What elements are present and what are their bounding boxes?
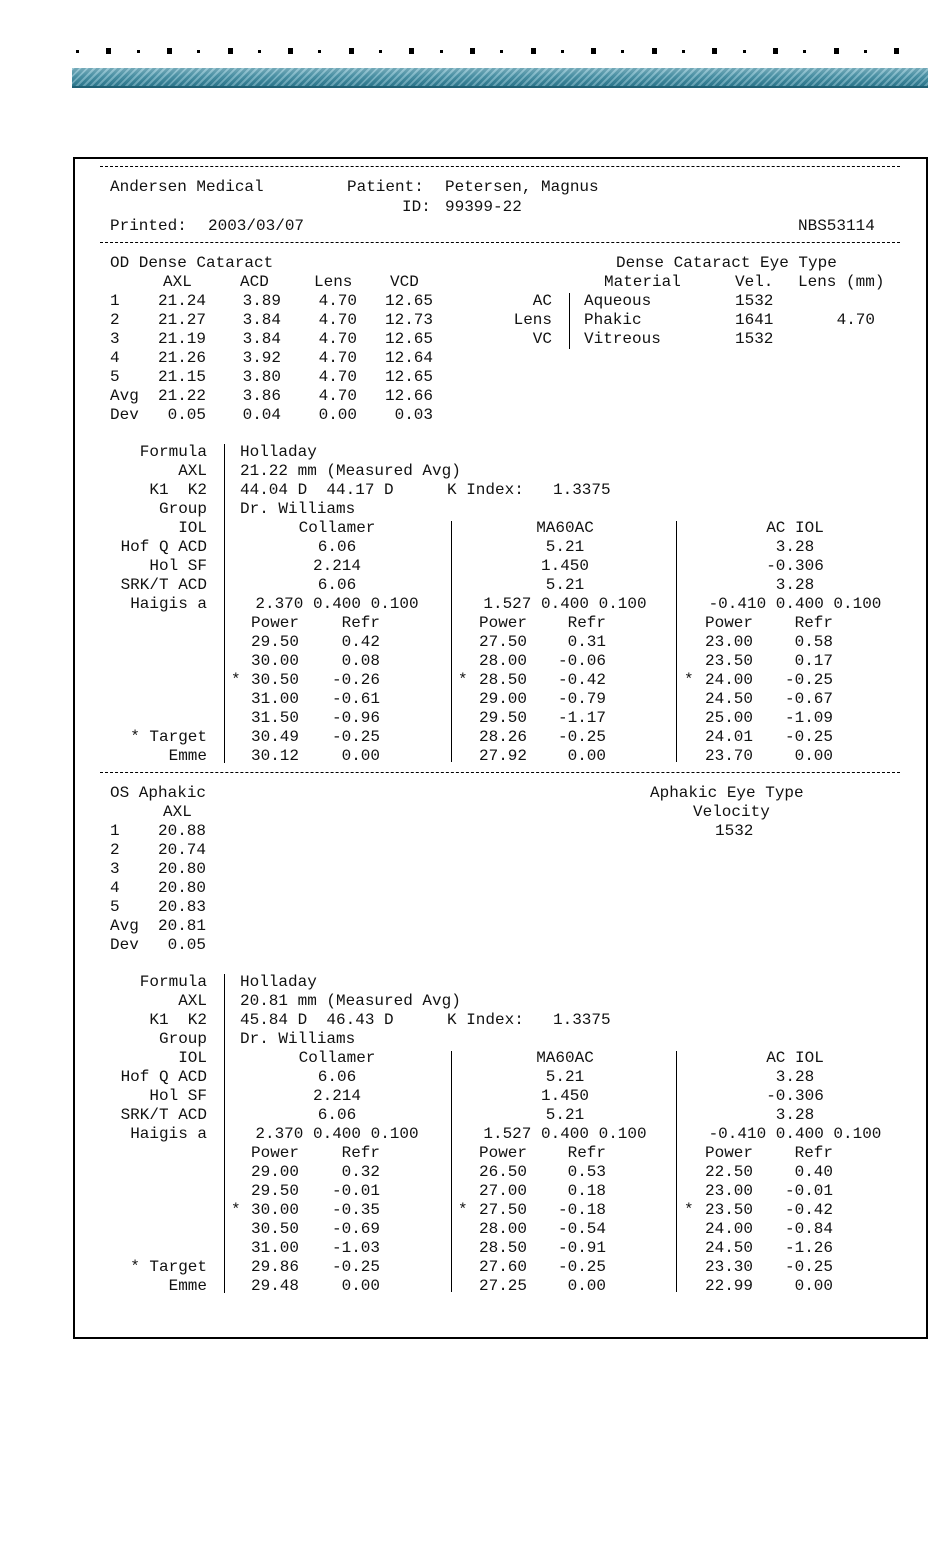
- rule-dot: [894, 48, 899, 54]
- rule-dot: [652, 48, 657, 54]
- iol-power: 28.00: [479, 652, 528, 670]
- od-col-lens: Lens: [314, 273, 353, 291]
- axl-value: 20.81 mm (Measured Avg): [240, 992, 461, 1010]
- refraction-value: -0.35: [331, 1201, 380, 1219]
- measure-value: 12.65: [384, 292, 433, 310]
- device-code: NBS53114: [798, 217, 875, 235]
- emme-refraction: 0.00: [567, 747, 606, 765]
- dotted-rule: [76, 46, 926, 56]
- srkt-acd-value: 5.21: [545, 576, 585, 594]
- row-label: Avg: [110, 387, 139, 405]
- calc-label: Hol SF: [149, 1087, 207, 1105]
- os-col-axl: AXL: [163, 803, 192, 821]
- refraction-value: -0.69: [331, 1220, 380, 1238]
- measure-value: 12.66: [384, 387, 433, 405]
- od-eye-vel-header: Vel.: [735, 273, 774, 291]
- hof-q-acd-value: 3.28: [775, 1068, 815, 1086]
- refr-header: Refr: [567, 1144, 606, 1162]
- iol-power: 31.00: [251, 1239, 300, 1257]
- refraction-value: -0.84: [784, 1220, 833, 1238]
- eye-segment-velocity: 1532: [735, 292, 774, 310]
- lens-divider: [676, 521, 677, 762]
- measure-value: 0.05: [167, 406, 206, 424]
- refraction-value: -0.54: [557, 1220, 606, 1238]
- measure-value: 21.22: [157, 387, 206, 405]
- iol-name: AC IOL: [766, 1049, 824, 1067]
- eye-segment-material: Phakic: [584, 311, 642, 329]
- target-label: * Target: [130, 728, 207, 746]
- emme-refraction: 0.00: [341, 747, 380, 765]
- calc-label: AXL: [178, 992, 207, 1010]
- refraction-value: -0.18: [557, 1201, 606, 1219]
- separator: [100, 242, 900, 243]
- measure-value: 21.26: [157, 349, 206, 367]
- measure-value: 3.80: [242, 368, 281, 386]
- iol-power: 24.50: [705, 690, 754, 708]
- row-label: Avg: [110, 917, 139, 935]
- measure-value: 4.70: [318, 387, 357, 405]
- refraction-value: -0.96: [331, 709, 380, 727]
- measure-value: 20.80: [157, 860, 206, 878]
- refraction-value: -0.42: [557, 671, 606, 689]
- refraction-value: -0.91: [557, 1239, 606, 1257]
- refr-header: Refr: [794, 1144, 833, 1162]
- haigis-value: 1.527 0.400 0.100: [483, 1125, 647, 1143]
- target-refraction: -0.25: [331, 728, 380, 746]
- refraction-value: -1.03: [331, 1239, 380, 1257]
- emme-refraction: 0.00: [794, 747, 833, 765]
- rule-dot: [591, 48, 596, 54]
- iol-power: 26.50: [479, 1163, 528, 1181]
- k-index-value: 1.3375: [553, 1011, 611, 1029]
- row-label: 3: [110, 330, 120, 348]
- measure-value: 12.65: [384, 330, 433, 348]
- eye-segment-label: VC: [532, 330, 552, 348]
- emme-refraction: 0.00: [794, 1277, 833, 1295]
- row-label: 4: [110, 879, 120, 897]
- lens-divider: [451, 1051, 452, 1292]
- id-label: ID:: [402, 198, 431, 216]
- eye-segment-material: Vitreous: [584, 330, 661, 348]
- practice-name: Andersen Medical: [110, 178, 264, 196]
- measure-value: 4.70: [318, 330, 357, 348]
- refraction-value: -0.42: [784, 1201, 833, 1219]
- target-power: 24.01: [705, 728, 754, 746]
- eye-segment-label: AC: [532, 292, 552, 310]
- iol-name: Collamer: [298, 519, 376, 537]
- iol-power: 24.00: [705, 1220, 754, 1238]
- emme-power: 27.92: [479, 747, 528, 765]
- target-power: 23.30: [705, 1258, 754, 1276]
- rule-dot: [76, 50, 79, 53]
- hol-sf-value: 1.450: [540, 1087, 589, 1105]
- measure-value: 4.70: [318, 349, 357, 367]
- calc-label: Group: [158, 500, 207, 518]
- measure-value: 21.15: [157, 368, 206, 386]
- iol-power: 28.50: [479, 1239, 528, 1257]
- iol-power: 29.00: [251, 1163, 300, 1181]
- os-section-title: OS Aphakic: [110, 784, 207, 802]
- eye-segment-lens: 4.70: [836, 311, 875, 329]
- od-col-axl: AXL: [163, 273, 192, 291]
- measure-value: 0.03: [394, 406, 433, 424]
- emme-power: 29.48: [251, 1277, 300, 1295]
- row-label: Dev: [110, 406, 139, 424]
- hol-sf-value: -0.306: [766, 1087, 824, 1105]
- eye-segment-material: Aqueous: [584, 292, 652, 310]
- row-label: 2: [110, 841, 120, 859]
- emme-refraction: 0.00: [567, 1277, 606, 1295]
- rule-dot: [531, 48, 536, 54]
- refr-header: Refr: [341, 1144, 380, 1162]
- hol-sf-value: 2.214: [312, 1087, 361, 1105]
- rule-dot: [682, 50, 685, 53]
- patient-name: Petersen, Magnus: [445, 178, 599, 196]
- refraction-value: -0.06: [557, 652, 606, 670]
- iol-power: 29.50: [479, 709, 528, 727]
- target-refraction: -0.25: [784, 1258, 833, 1276]
- measure-value: 0.05: [167, 936, 206, 954]
- selected-marker: *: [684, 671, 694, 689]
- iol-power: 29.50: [251, 633, 300, 651]
- k1-k2-value: 44.04 D 44.17 D: [240, 481, 394, 499]
- iol-power: 28.00: [479, 1220, 528, 1238]
- power-header: Power: [705, 614, 754, 632]
- od-eye-type-title: Dense Cataract Eye Type: [616, 254, 837, 272]
- target-refraction: -0.25: [557, 1258, 606, 1276]
- od-section-title: OD Dense Cataract: [110, 254, 274, 272]
- refraction-value: 0.17: [794, 652, 833, 670]
- row-label: 4: [110, 349, 120, 367]
- rule-dot: [228, 48, 233, 54]
- iol-power: 25.00: [705, 709, 754, 727]
- iol-power: 23.00: [705, 1182, 754, 1200]
- selected-marker: *: [458, 671, 468, 689]
- calc-label: Group: [158, 1030, 207, 1048]
- refraction-value: -0.67: [784, 690, 833, 708]
- rule-dot: [258, 50, 261, 53]
- iol-power: 28.50: [479, 671, 528, 689]
- refraction-value: 0.40: [794, 1163, 833, 1181]
- hol-sf-value: 2.214: [312, 557, 361, 575]
- calc-label: AXL: [178, 462, 207, 480]
- measure-value: 20.88: [157, 822, 206, 840]
- iol-power: 29.50: [251, 1182, 300, 1200]
- rule-dot: [500, 50, 503, 53]
- target-refraction: -0.25: [784, 728, 833, 746]
- measure-value: 21.19: [157, 330, 206, 348]
- rule-dot: [803, 50, 806, 53]
- hof-q-acd-value: 5.21: [545, 538, 585, 556]
- printed-label: Printed:: [110, 217, 187, 235]
- emme-power: 30.12: [251, 747, 300, 765]
- hol-sf-value: 1.450: [540, 557, 589, 575]
- hof-q-acd-value: 5.21: [545, 1068, 585, 1086]
- header-band: [72, 68, 928, 88]
- target-refraction: -0.25: [557, 728, 606, 746]
- selected-marker: *: [231, 671, 241, 689]
- os-velocity-label: Velocity: [693, 803, 770, 821]
- hol-sf-value: -0.306: [766, 557, 824, 575]
- hof-q-acd-value: 6.06: [317, 538, 357, 556]
- selected-marker: *: [458, 1201, 468, 1219]
- rule-dot: [167, 48, 172, 54]
- rule-dot: [409, 48, 414, 54]
- patient-id: 99399-22: [445, 198, 522, 216]
- refraction-value: 0.08: [341, 652, 380, 670]
- target-refraction: -0.25: [331, 1258, 380, 1276]
- iol-power: 30.50: [251, 671, 300, 689]
- iol-power: 22.50: [705, 1163, 754, 1181]
- hof-q-acd-value: 3.28: [775, 538, 815, 556]
- eye-type-divider: [569, 293, 570, 349]
- od-col-acd: ACD: [240, 273, 269, 291]
- power-header: Power: [251, 1144, 300, 1162]
- calc-label: IOL: [178, 519, 207, 537]
- power-header: Power: [479, 1144, 528, 1162]
- rule-dot: [197, 50, 200, 53]
- emme-label: Emme: [168, 1277, 207, 1295]
- calc-label: Haigis a: [130, 595, 207, 613]
- k-index-label: K Index:: [447, 1011, 524, 1029]
- iol-power: 27.50: [479, 633, 528, 651]
- iol-power: 23.50: [705, 652, 754, 670]
- iol-power: 27.00: [479, 1182, 528, 1200]
- rule-dot: [288, 48, 293, 54]
- rule-dot: [440, 50, 443, 53]
- iol-power: 23.50: [705, 1201, 754, 1219]
- haigis-value: 2.370 0.400 0.100: [255, 1125, 419, 1143]
- k1-k2-value: 45.84 D 46.43 D: [240, 1011, 394, 1029]
- measure-value: 12.65: [384, 368, 433, 386]
- iol-name: MA60AC: [536, 519, 594, 537]
- separator: [100, 772, 900, 773]
- rule-dot: [621, 50, 624, 53]
- od-col-vcd: VCD: [390, 273, 419, 291]
- iol-name: AC IOL: [766, 519, 824, 537]
- refraction-value: 0.58: [794, 633, 833, 651]
- calc-label: Hof Q ACD: [120, 538, 207, 556]
- measure-value: 21.24: [157, 292, 206, 310]
- rule-dot: [318, 50, 321, 53]
- lens-divider: [451, 521, 452, 762]
- row-label: Dev: [110, 936, 139, 954]
- iol-power: 24.50: [705, 1239, 754, 1257]
- haigis-value: 2.370 0.400 0.100: [255, 595, 419, 613]
- rule-dot: [561, 50, 564, 53]
- calc-label: SRK/T ACD: [120, 1106, 207, 1124]
- measure-value: 20.83: [157, 898, 206, 916]
- row-label: 1: [110, 292, 120, 310]
- calc-label: Formula: [139, 443, 207, 461]
- row-label: 3: [110, 860, 120, 878]
- refraction-value: -0.61: [331, 690, 380, 708]
- hof-q-acd-value: 6.06: [317, 1068, 357, 1086]
- srkt-acd-value: 5.21: [545, 1106, 585, 1124]
- target-power: 28.26: [479, 728, 528, 746]
- refraction-value: -0.01: [331, 1182, 380, 1200]
- measure-value: 3.86: [242, 387, 281, 405]
- measure-value: 3.84: [242, 311, 281, 329]
- emme-power: 22.99: [705, 1277, 754, 1295]
- measure-value: 4.70: [318, 292, 357, 310]
- calc-label: SRK/T ACD: [120, 576, 207, 594]
- iol-name: MA60AC: [536, 1049, 594, 1067]
- rule-dot: [379, 50, 382, 53]
- row-label: 2: [110, 311, 120, 329]
- measure-value: 20.80: [157, 879, 206, 897]
- patient-label: Patient:: [347, 178, 424, 196]
- rule-dot: [712, 48, 717, 54]
- refraction-value: 0.42: [341, 633, 380, 651]
- haigis-value: -0.410 0.400 0.100: [708, 595, 882, 613]
- calc-divider: [224, 444, 225, 763]
- iol-power: 24.00: [705, 671, 754, 689]
- calc-label: Haigis a: [130, 1125, 207, 1143]
- measure-value: 12.64: [384, 349, 433, 367]
- refr-header: Refr: [341, 614, 380, 632]
- refraction-value: 0.32: [341, 1163, 380, 1181]
- haigis-value: 1.527 0.400 0.100: [483, 595, 647, 613]
- measure-value: 12.73: [384, 311, 433, 329]
- measure-value: 3.89: [242, 292, 281, 310]
- power-header: Power: [479, 614, 528, 632]
- refraction-value: -0.25: [784, 671, 833, 689]
- od-eye-lens-header: Lens (mm): [798, 273, 885, 291]
- refraction-value: 0.53: [567, 1163, 606, 1181]
- formula-value: Holladay: [240, 973, 317, 991]
- iol-power: 30.00: [251, 1201, 300, 1219]
- srkt-acd-value: 6.06: [317, 576, 357, 594]
- srkt-acd-value: 3.28: [775, 1106, 815, 1124]
- iol-power: 31.50: [251, 709, 300, 727]
- emme-power: 27.25: [479, 1277, 528, 1295]
- haigis-value: -0.410 0.400 0.100: [708, 1125, 882, 1143]
- rule-dot: [137, 50, 140, 53]
- calc-label: IOL: [178, 1049, 207, 1067]
- measure-value: 3.84: [242, 330, 281, 348]
- selected-marker: *: [684, 1201, 694, 1219]
- target-power: 30.49: [251, 728, 300, 746]
- emme-power: 23.70: [705, 747, 754, 765]
- measure-value: 4.70: [318, 368, 357, 386]
- row-label: 1: [110, 822, 120, 840]
- os-velocity-value: 1532: [715, 822, 754, 840]
- measure-value: 0.00: [318, 406, 357, 424]
- target-power: 27.60: [479, 1258, 528, 1276]
- refr-header: Refr: [794, 614, 833, 632]
- target-label: * Target: [130, 1258, 207, 1276]
- rule-dot: [349, 48, 354, 54]
- calc-label: K1 K2: [149, 1011, 207, 1029]
- measure-value: 3.92: [242, 349, 281, 367]
- eye-segment-label: Lens: [513, 311, 552, 329]
- iol-power: 27.50: [479, 1201, 528, 1219]
- k-index-value: 1.3375: [553, 481, 611, 499]
- os-eye-type-title: Aphakic Eye Type: [650, 784, 804, 802]
- measure-value: 21.27: [157, 311, 206, 329]
- measure-value: 20.74: [157, 841, 206, 859]
- iol-power: 29.00: [479, 690, 528, 708]
- srkt-acd-value: 6.06: [317, 1106, 357, 1124]
- rule-dot: [864, 50, 867, 53]
- row-label: 5: [110, 368, 120, 386]
- refraction-value: 0.31: [567, 633, 606, 651]
- refraction-value: -1.17: [557, 709, 606, 727]
- target-power: 29.86: [251, 1258, 300, 1276]
- measure-value: 0.04: [242, 406, 281, 424]
- iol-power: 31.00: [251, 690, 300, 708]
- iol-power: 23.00: [705, 633, 754, 651]
- calc-divider: [224, 974, 225, 1293]
- axl-value: 21.22 mm (Measured Avg): [240, 462, 461, 480]
- refraction-value: -0.01: [784, 1182, 833, 1200]
- refraction-value: -1.26: [784, 1239, 833, 1257]
- rule-dot: [106, 48, 111, 54]
- power-header: Power: [705, 1144, 754, 1162]
- refraction-value: -0.79: [557, 690, 606, 708]
- iol-power: 30.00: [251, 652, 300, 670]
- calc-label: Hof Q ACD: [120, 1068, 207, 1086]
- group-value: Dr. Williams: [240, 500, 356, 518]
- group-value: Dr. Williams: [240, 1030, 356, 1048]
- emme-label: Emme: [168, 747, 207, 765]
- printed-date: 2003/03/07: [208, 217, 305, 235]
- separator: [100, 166, 900, 167]
- eye-segment-velocity: 1641: [735, 311, 774, 329]
- rule-dot: [470, 48, 475, 54]
- rule-dot: [773, 48, 778, 54]
- refr-header: Refr: [567, 614, 606, 632]
- lens-divider: [676, 1051, 677, 1292]
- srkt-acd-value: 3.28: [775, 576, 815, 594]
- formula-value: Holladay: [240, 443, 317, 461]
- row-label: 5: [110, 898, 120, 916]
- calc-label: Formula: [139, 973, 207, 991]
- measure-value: 20.81: [157, 917, 206, 935]
- emme-refraction: 0.00: [341, 1277, 380, 1295]
- eye-segment-velocity: 1532: [735, 330, 774, 348]
- iol-name: Collamer: [298, 1049, 376, 1067]
- calc-label: Hol SF: [149, 557, 207, 575]
- power-header: Power: [251, 614, 300, 632]
- rule-dot: [834, 48, 839, 54]
- refraction-value: -1.09: [784, 709, 833, 727]
- calc-label: K1 K2: [149, 481, 207, 499]
- refraction-value: -0.26: [331, 671, 380, 689]
- rule-dot: [743, 50, 746, 53]
- selected-marker: *: [231, 1201, 241, 1219]
- refraction-value: 0.18: [567, 1182, 606, 1200]
- od-eye-material-header: Material: [604, 273, 681, 291]
- iol-power: 30.50: [251, 1220, 300, 1238]
- measure-value: 4.70: [318, 311, 357, 329]
- k-index-label: K Index:: [447, 481, 524, 499]
